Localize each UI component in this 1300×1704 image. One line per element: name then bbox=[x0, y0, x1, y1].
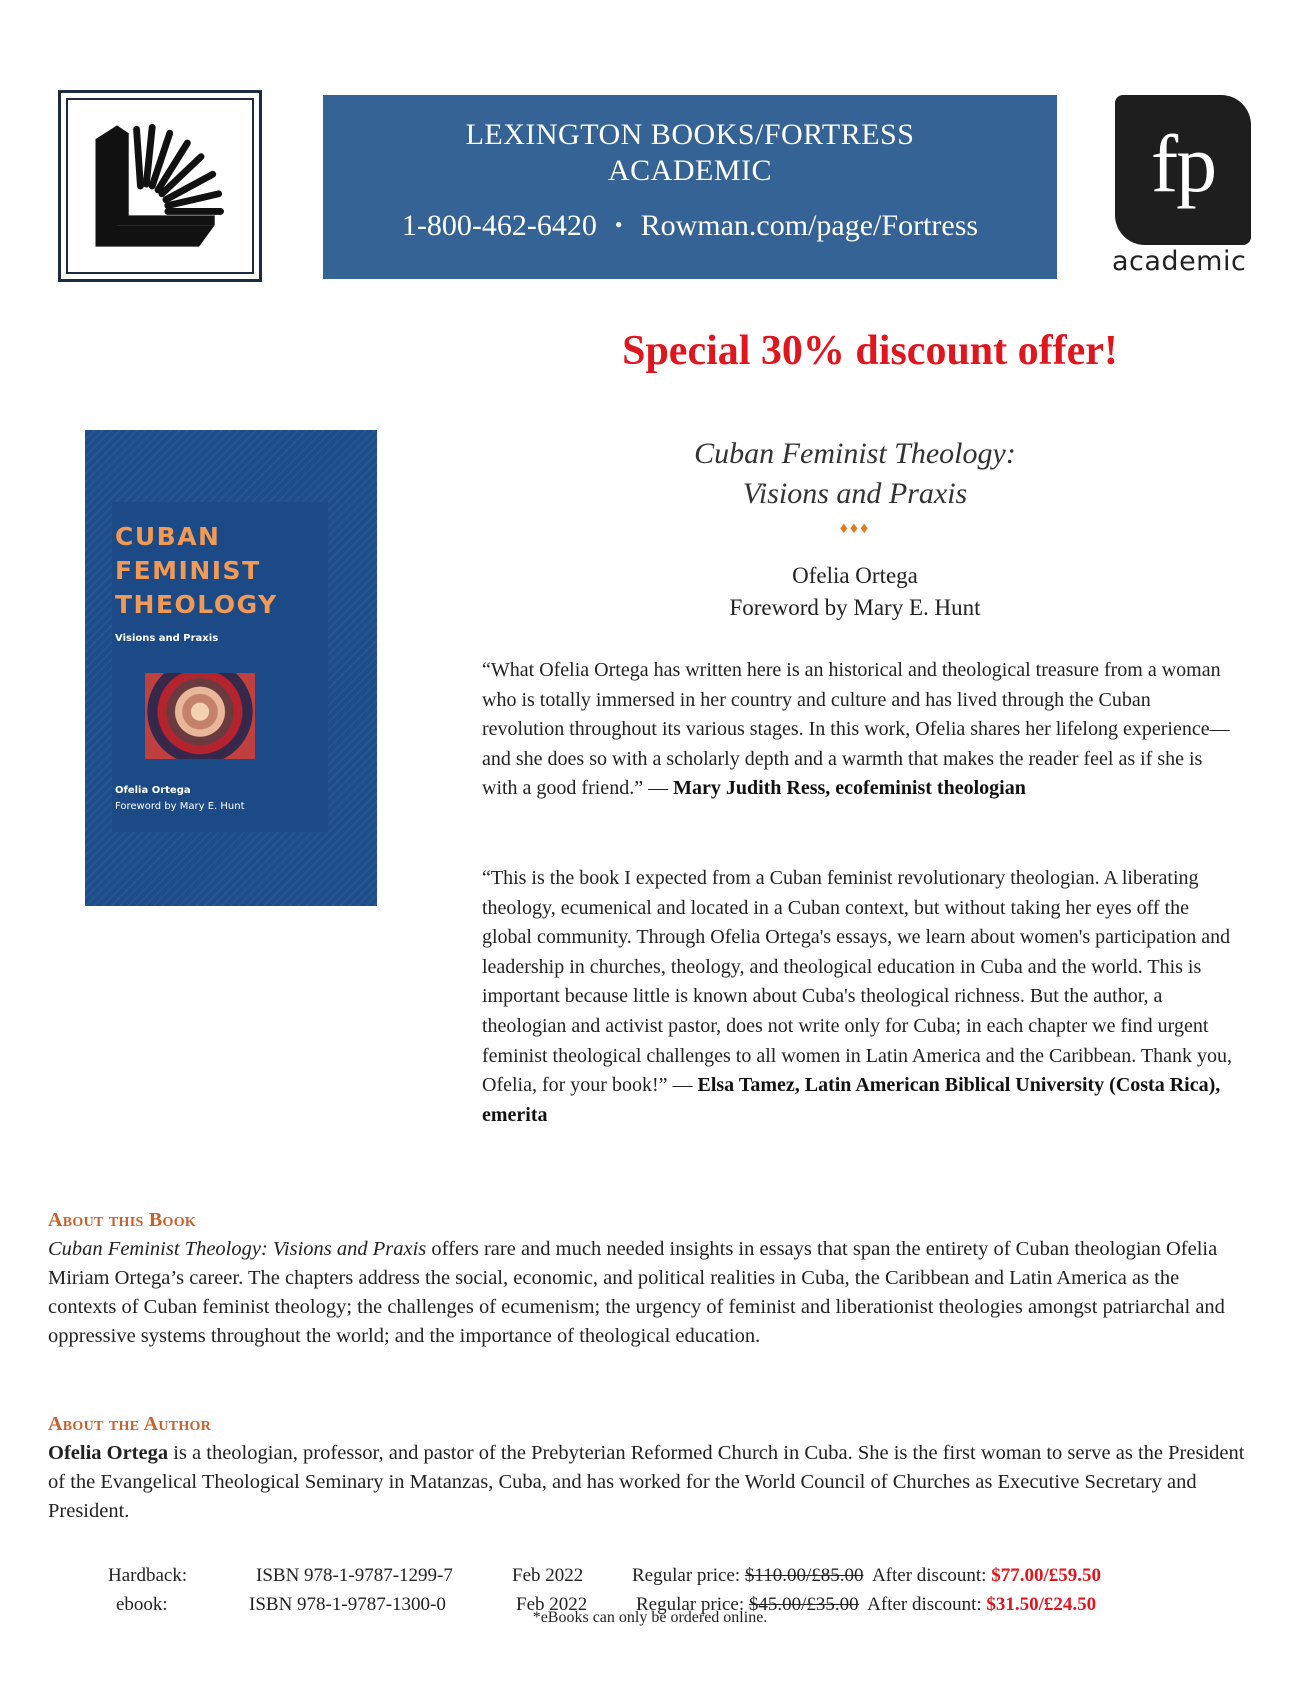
discount-label: After discount: bbox=[867, 1594, 982, 1615]
format-label: ebook: bbox=[116, 1594, 168, 1615]
cover-photo bbox=[145, 673, 255, 759]
publisher-name-line1: LEXINGTON BOOKS/FORTRESS bbox=[465, 118, 915, 151]
publisher-name-line2: ACADEMIC bbox=[607, 154, 772, 187]
quote-attribution: Elsa Tamez, Latin American Biblical University (Costa Rica), emerita bbox=[482, 1074, 1221, 1126]
release-date: Feb 2022 bbox=[512, 1565, 584, 1586]
cover-title-line: CUBAN bbox=[115, 522, 221, 551]
price-block bbox=[632, 1565, 1101, 1587]
about-book-text: offers rare and much needed insights in essays that span the entirety of Cuban theologian Ofelia Miriam Ortega’s career. The chapters address the social, economic, and political realities in Cuba, the Caribbean and Latin America as the contexts of Cuban feminist theology; the challenges of ecumenism; the urgency of feminist and liberationist theologies amongst patriarchal and oppressive systems throughout the world; and the importance of theological education. bbox=[48, 1238, 1225, 1347]
book-cover bbox=[85, 430, 377, 906]
quote-text: “This is the book I expected from a Cuban feminist revolutionary theologian. A liberating theology, ecumenical and located in a Cuban context, but without taking her eyes off the global community. Through Ofelia Ortega's essays, we learn about women's participation and leadership in churches, theology, and theological education in Cuba and the world. This is important because little is known about Cuba's theological richness. But the author, a theologian and activist pastor, does not write only for Cuba; in each chapter we find urgent feminist theological challenges to all women in Latin America and the Caribbean. Thank you, Ofelia, for your book!” — bbox=[482, 867, 1232, 1097]
endorsement-quote bbox=[482, 656, 1234, 804]
quote-text: “What Ofelia Ortega has written here is an historical and theological treasure from a woman who is totally immersed in her country and culture and has lived through the Cuban revolution throughout its various stages. In this work, Ofelia shares her lifelong experience—and she does so with a scholarly depth and a warmth that makes the reader feel as if she is with a good friend.” — bbox=[482, 659, 1230, 800]
fp-logo-text: fp bbox=[1150, 118, 1216, 209]
phone-number[interactable]: 1-800-462-6420 bbox=[401, 209, 597, 242]
format-label: Hardback: bbox=[108, 1565, 188, 1586]
discount-label: After discount: bbox=[871, 1565, 987, 1586]
about-author-text: is a theologian, professor, and pastor of the Prebyterian Reformed Church in Cuba. She is the first woman to serve as the President of the Evangelical Theological Seminary in Matanzas, Cuba, and has worked for the World Council of Churches as Executive Secretary and President. bbox=[48, 1442, 1245, 1522]
cover-subtitle: Visions and Praxis bbox=[115, 633, 219, 644]
cover-author: Ofelia Ortega bbox=[115, 785, 191, 796]
pricing-row-hardback bbox=[0, 1565, 1300, 1591]
about-author-name: Ofelia Ortega bbox=[48, 1442, 169, 1464]
regular-price: $45.00/£35.00 bbox=[748, 1594, 859, 1615]
regular-price: $110.00/£85.00 bbox=[744, 1565, 864, 1586]
discount-price: $77.00/£59.50 bbox=[991, 1565, 1101, 1586]
fp-academic-logo bbox=[1115, 95, 1255, 245]
ornament-diamonds: ♦♦♦ bbox=[839, 520, 871, 537]
about-author-body bbox=[48, 1439, 1248, 1526]
ebook-note: *eBooks can only be ordered online. bbox=[532, 1609, 768, 1626]
cover-title-line: THEOLOGY bbox=[115, 590, 278, 619]
endorsement-quote bbox=[482, 864, 1234, 1130]
regular-label: Regular price: bbox=[636, 1594, 745, 1615]
book-author: Ofelia Ortega bbox=[792, 563, 918, 588]
book-title bbox=[580, 434, 1130, 514]
lexington-l-icon bbox=[68, 100, 252, 272]
book-title-line2: Visions and Praxis bbox=[742, 477, 968, 510]
publisher-banner bbox=[323, 95, 1057, 279]
isbn: ISBN 978-1-9787-1299-7 bbox=[256, 1565, 453, 1586]
offer-headline: Special 30% discount offer! bbox=[622, 328, 1118, 374]
about-book-heading: About this Book bbox=[48, 1209, 197, 1231]
release-date: Feb 2022 bbox=[516, 1594, 588, 1615]
about-book-title: Cuban Feminist Theology: Visions and Praxis bbox=[48, 1238, 427, 1260]
discount-price: $31.50/£24.50 bbox=[986, 1594, 1097, 1615]
regular-label: Regular price: bbox=[632, 1565, 741, 1586]
about-book-body bbox=[48, 1235, 1248, 1351]
contact-line bbox=[323, 207, 1057, 244]
cover-title bbox=[115, 520, 278, 622]
fp-logo-sub: academic bbox=[1112, 246, 1247, 277]
cover-foreword: Foreword by Mary E. Hunt bbox=[115, 801, 245, 812]
book-credits bbox=[580, 560, 1130, 624]
book-title-line1: Cuban Feminist Theology: bbox=[694, 437, 1016, 470]
separator-dot: • bbox=[614, 212, 623, 237]
cover-title-line: FEMINIST bbox=[115, 556, 261, 585]
website-link[interactable]: Rowman.com/page/Fortress bbox=[640, 209, 979, 242]
about-author-heading: About the Author bbox=[48, 1413, 212, 1435]
quote-attribution: Mary Judith Ress, ecofeminist theologian bbox=[673, 777, 1026, 800]
book-foreword: Foreword by Mary E. Hunt bbox=[729, 595, 981, 620]
lexington-logo bbox=[58, 90, 262, 282]
isbn: ISBN 978-1-9787-1300-0 bbox=[249, 1594, 446, 1615]
